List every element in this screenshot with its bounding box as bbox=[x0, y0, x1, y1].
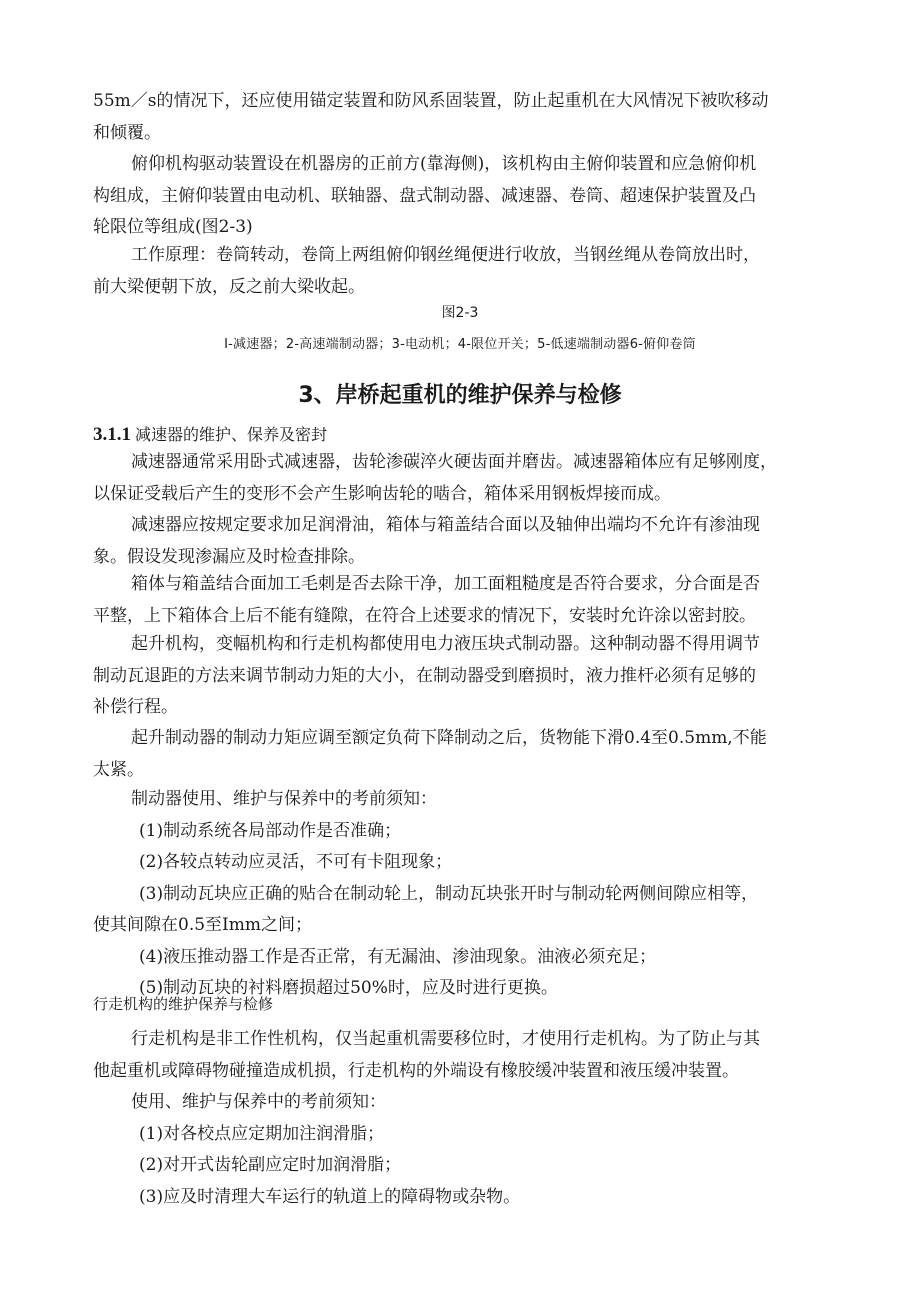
list-item: (2)各较点转动应灵活，不可有卡阻现象； bbox=[139, 852, 453, 872]
subsection-heading bbox=[93, 422, 327, 446]
travel-paragraph bbox=[93, 1024, 835, 1087]
text-line: 俯仰机构驱动装置设在机器房的正前方(靠海侧)，该机构由主俯仰装置和应急俯仰机 bbox=[131, 154, 757, 174]
travel-notes-list bbox=[93, 1087, 835, 1213]
text-line: 起升机构，变幅机构和行走机构都使用电力液压块式制动器。这种制动器不得用调节 bbox=[131, 634, 760, 654]
reducer-paragraph-3 bbox=[93, 569, 835, 632]
text-line: 减速器通常采用卧式减速器，齿轮渗碳淬火硬齿面并磨齿。减速器箱体应有足够刚度， bbox=[131, 452, 777, 472]
text-line: 制动瓦退距的方法来调节制动力矩的大小，在制动器受到磨损时，液力推杆必须有足够的 bbox=[93, 665, 756, 686]
text-line: 和倾覆。 bbox=[93, 122, 161, 143]
text-line: 行走机构是非工作性机构，仅当起重机需要移位时，才使用行走机构。为了防止与其 bbox=[131, 1029, 760, 1049]
list-item: (1)制动系统各局部动作是否准确； bbox=[139, 820, 402, 841]
brake-paragraph-2 bbox=[93, 723, 835, 786]
brake-notes-list bbox=[93, 784, 835, 1005]
list-intro: 制动器使用、维护与保养中的考前须知： bbox=[131, 789, 437, 809]
subsection-title: 减速器的维护、保养及密封 bbox=[135, 425, 328, 444]
figure-caption: 图2-3 bbox=[441, 305, 479, 321]
intro-paragraph bbox=[93, 86, 835, 149]
text-line: 他起重机或障碍物碰撞造成机损，行走机构的外端设有橡胶缓冲装置和液压缓冲装置。 bbox=[93, 1060, 739, 1081]
list-item: (5)制动瓦块的衬料磨损超过50%时，应及时进行更换。 bbox=[139, 978, 558, 998]
reducer-paragraph-1 bbox=[93, 447, 835, 510]
working-principle-paragraph bbox=[93, 240, 835, 303]
text-line: 以保证受载后产生的变形不会产生影响齿轮的啮合，箱体采用钢板焊接而成。 bbox=[93, 483, 671, 504]
text-line: 构组成，主俯仰装置由电动机、联轴器、盘式制动器、减速器、卷筒、超速保护装置及凸 bbox=[93, 185, 756, 206]
brake-paragraph-1 bbox=[93, 629, 835, 724]
section-title: 3、岸桥起重机的维护保养与检修 bbox=[298, 383, 622, 408]
list-item: (1)对各校点应定期加注润滑脂； bbox=[139, 1123, 385, 1144]
text-line: 前大梁便朝下放，反之前大梁收起。 bbox=[93, 276, 365, 297]
list-item: (4)液压推动器工作是否正常，有无漏油、渗油现象。油液必须充足； bbox=[139, 946, 657, 967]
list-intro: 使用、维护与保养中的考前须知： bbox=[131, 1092, 386, 1112]
text-line: 55m／s的情况下，还应使用锚定装置和防风系固装置，防止起重机在大风情况下被吹移动 bbox=[93, 91, 769, 111]
pitch-mechanism-paragraph bbox=[93, 149, 835, 244]
travel-section-heading: 行走机构的维护保养与检修 bbox=[93, 995, 274, 1013]
list-item: (3)制动瓦块应正确的贴合在制动轮上，制动瓦块张开时与制动轮两侧间隙应相等， bbox=[139, 883, 759, 904]
text-line: 平整，上下箱体合上后不能有缝隙，在符合上述要求的情况下，安装时允许涂以密封胶。 bbox=[93, 605, 756, 626]
reducer-paragraph-2 bbox=[93, 510, 835, 573]
text-line: 起升制动器的制动力矩应调至额定负荷下降制动之后，货物能下滑0.4至0.5mm,不能 bbox=[131, 728, 767, 748]
text-line: 减速器应按规定要求加足润滑油，箱体与箱盖结合面以及轴伸出端均不允许有渗油现 bbox=[131, 515, 760, 535]
text-line: 象。假设发现渗漏应及时检查排除。 bbox=[93, 546, 365, 567]
text-line: 太紧。 bbox=[93, 759, 144, 780]
text-line: 轮限位等组成(图2-3) bbox=[93, 217, 253, 237]
text-line: 箱体与箱盖结合面加工毛刺是否去除干净，加工面粗糙度是否符合要求，分合面是否 bbox=[131, 574, 760, 594]
list-item: (3)应及时清理大车运行的轨道上的障碍物或杂物。 bbox=[139, 1186, 521, 1207]
subsection-number: 3.1.1 bbox=[93, 424, 131, 445]
figure-legend: I-减速器；2-高速端制动器；3-电动机；4-限位开关；5-低速端制动器6-俯仰卷筒 bbox=[224, 337, 696, 352]
list-item-continuation: 使其间隙在0.5至Imm之间； bbox=[93, 915, 312, 935]
text-line: 补偿行程。 bbox=[93, 697, 178, 717]
list-item: (2)对开式齿轮副应定时加润滑脂； bbox=[139, 1155, 402, 1175]
text-line: 工作原理：卷筒转动，卷筒上两组俯仰钢丝绳便进行收放，当钢丝绳从卷筒放出时， bbox=[131, 245, 760, 265]
